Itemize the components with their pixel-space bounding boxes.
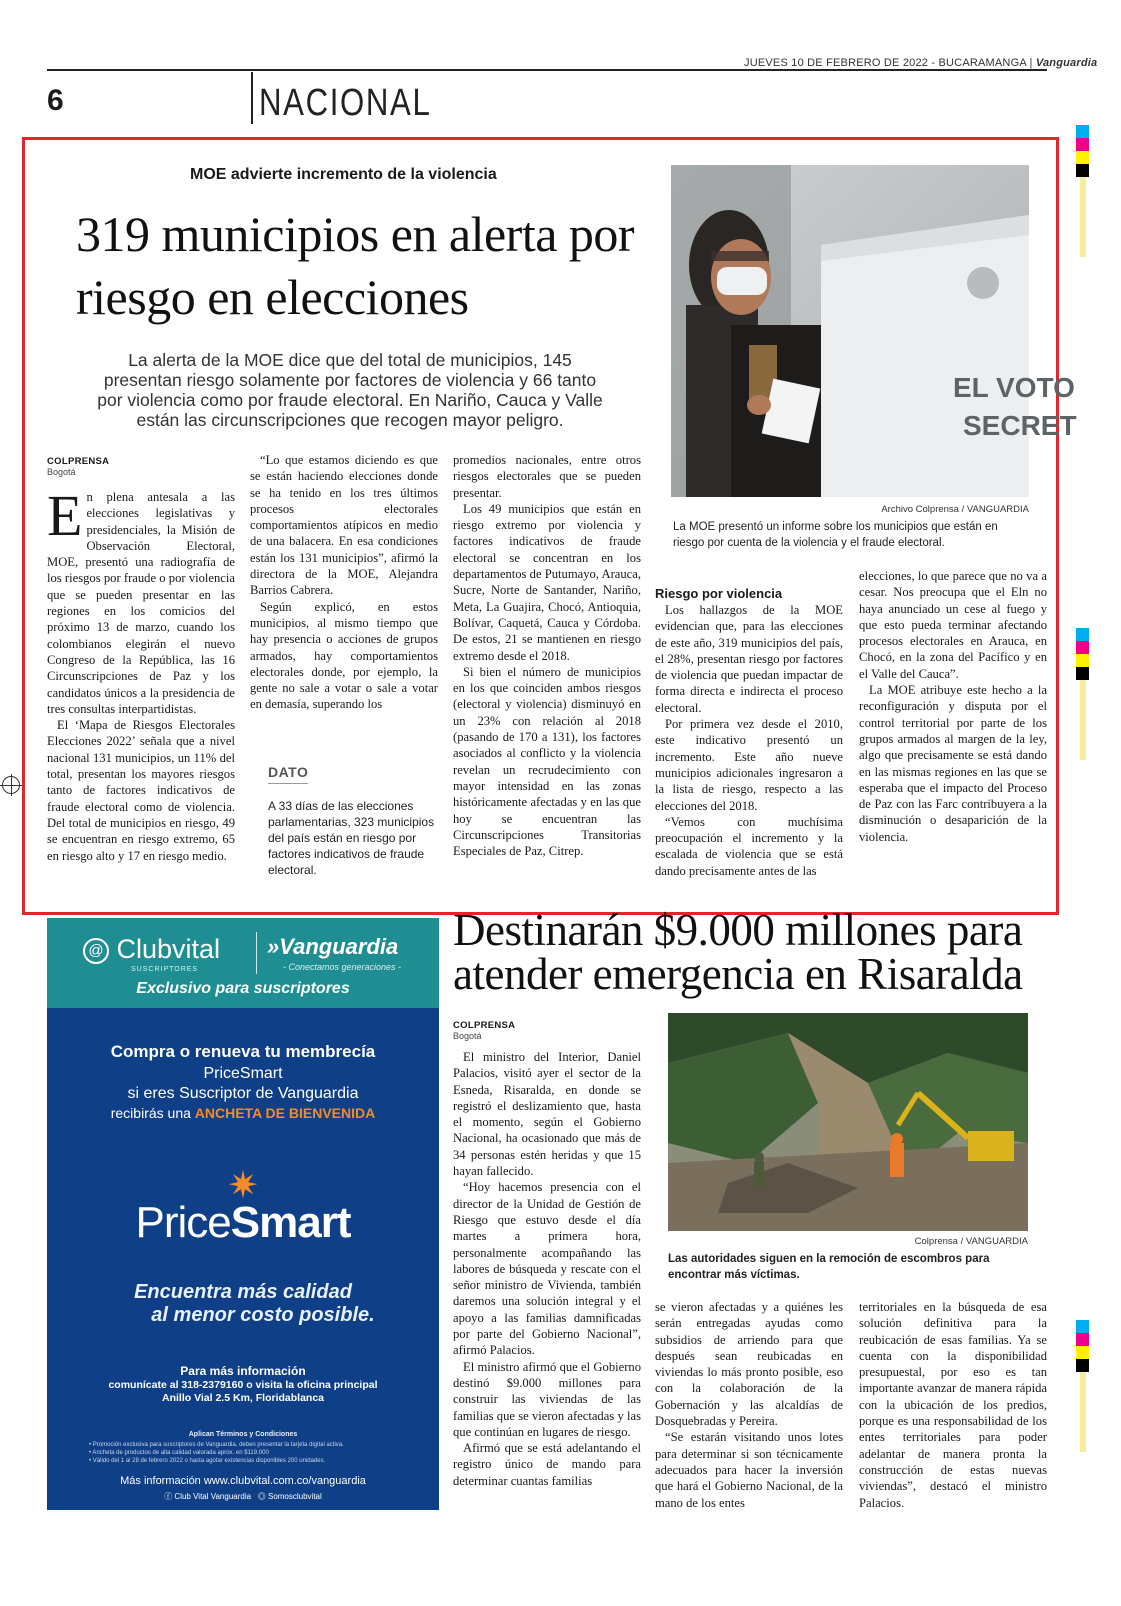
ad-header (47, 918, 439, 1008)
paragraph: Por primera vez desde el 2010, este indicativo presentó un incremento. Este año nueve municipios adicionales ingresaron a la lista de riesgo, respecto a las elecciones del 2018. (655, 717, 843, 813)
color-register-mark (1076, 125, 1089, 257)
voting-photo (671, 165, 1077, 497)
black-swatch (1076, 164, 1089, 177)
yellow-swatch (1076, 654, 1089, 667)
ad-line-2: PriceSmart (203, 1065, 283, 1082)
ad-tagline-1: Encuentra más calidad (134, 1281, 352, 1303)
paragraph: territoriales en la búsqueda de esa solución definitiva para la reubicación de esas familias. Ya se cuenta con la disponibilidad presupuestal, por eso es tan importante avanzar de manera rápida con la ubicación de los predios, porque es una responsabilidad de los entes territoriales para poder adelantar de manera pronta la construcción de estas nuevas viviendas”, destacó el ministro Palacios. (859, 1300, 1047, 1510)
paragraph: El ‘Mapa de Riesgos Electorales Elecciones 2022’ señala que a nivel nacional 131 municipios, un 11% del total, presentan los mayores riesgos tanto de factores indicativos de fraude electoral como de violencia. Del total de municipios en riesgo, 49 se encuentran en riesgo extremo, 65 en riesgo alto y 17 en riesgo medio. (47, 718, 235, 863)
paragraph: “Lo que estamos diciendo es que se están haciendo elecciones donde se ha tenido en los tres últimos procesos electorales comportamientos atípicos en medio de una balacera. En esa condiciones están los 131 municipios”, afirmó la directora de la MOE, Alejandra Barrios Cabrera. (250, 453, 438, 598)
paragraph: se vieron afectadas y a quiénes les serán entregadas ayudas como subsidios de arriendo para que después sean reubicadas en viviendas lo más pronto posible, eso con la colaboración de la Gobernación y las alcaldías de Dosquebradas y Pereira. (655, 1300, 843, 1429)
byline-city: Bogotá (453, 1031, 482, 1041)
paragraph: “Se estarán visitando unos lotes para determinar si son técnicamente adecuados para hacer la inversión que hará el Gobierno Nacional, de la mano de los entes (655, 1430, 843, 1510)
register-bar (1080, 177, 1086, 257)
brand-name: Vanguardia (1035, 57, 1098, 69)
paragraph: La MOE atribuye este hecho a la reconfiguración y disputa por el control territorial por parte de los grupos armados al margen de la ley, algo que precisamente se está dando en las mismas regiones en las que se esperaba que el impacto del Proceso de Paz con las Farc contribuyera a la disminución o desaparición de la violencia. (859, 683, 1047, 844)
magenta-swatch (1076, 138, 1089, 151)
story1-column-2 (250, 452, 438, 713)
ad-tagline-2: al menor costo posible. (151, 1304, 375, 1326)
paragraph: Si bien el número de municipios en los que coinciden ambos riesgos (electoral y violencia) disminuyó en un 23% con relación al 2018 (pasando de 170 a 131), los factores asociados al conflicto y la violencia revelan un recrudecimiento con mayor intensidad en las zonas históricamente afectadas y en las que hoy se encuentran las Circunscripciones Transitorias Especiales de Paz, Citrep. (453, 664, 641, 859)
ballot-box-text-2: SECRET (963, 410, 1077, 441)
ad-info-title: Para más información (180, 1364, 306, 1378)
paragraph: En plena antesala a las elecciones legislativas y presidenciales, la Misión de Observación Electoral, MOE, presentó una radiografía de los riesgos por fraude o por violencia que se pueden presentar en las regiones en los comicios del próximo 13 de marzo, cuando los colombianos elegirán el nuevo Congreso de la República, las 16 Circunscripciones de Paz y los candidatos únicos a la presidencia de tres consultas interpartidistas. (47, 483, 235, 716)
instagram-icon: ◎ (257, 1492, 266, 1501)
magenta-swatch (1076, 641, 1089, 654)
cyan-swatch (1076, 1320, 1089, 1333)
byline: COLPRENSA (453, 1020, 516, 1031)
yellow-swatch (1076, 1346, 1089, 1359)
dateline-text: JUEVES 10 DE FEBRERO DE 2022 - BUCARAMANGA | (744, 57, 1033, 69)
story2-headline: Destinarán $9.000 millones para atender emergencia en Risaralda (453, 905, 1023, 999)
ad-line-3: si eres Suscriptor de Vanguardia (127, 1085, 359, 1102)
cyan-swatch (1076, 125, 1089, 138)
black-swatch (1076, 667, 1089, 680)
story1-column-1 (47, 456, 235, 864)
paragraph: Afirmó que se está adelantando el registro único de mando para determinar cuantas familias (453, 1441, 641, 1488)
header-rule (47, 69, 1047, 71)
ad-terms-title: Aplican Términos y Condiciones (188, 1431, 298, 1438)
story1-column-4 (655, 583, 843, 879)
vanguardia-sub: - Conectamos generaciones - (283, 962, 402, 972)
paragraph: “Hoy hacemos presencia con el director de la Unidad de Gestión de Riesgo que estuvo desde el día martes a primera hora, personalmente acompañando las labores de búsqueda y rescate con el señor ministro de Vivienda, también daremos una solución integral y el apoyo a las familias damnificadas por parte del Gobierno Nacional”, afirmó Palacios. (453, 1180, 641, 1358)
story1-kicker: MOE advierte incremento de la violencia (190, 166, 497, 183)
ad-header-divider (256, 932, 257, 974)
ad-terms: • Promoción exclusiva para suscriptores de Vanguardia, deben presentar la tarjeta digital activa. • Ancheta de productos de alta calidad valorada aprox. en $119.000 • Válido del 1 al 28 de febrero 2022 o hasta agotar existencias disponibles 200 unidades. (89, 1442, 344, 1464)
story1-deck: La alerta de la MOE dice que del total de municipios, 145 presentan riesgo solamente por factores de violencia y 66 tanto por violencia como por fraude electoral. En Nariño, Cauca y Valle están las circunscripciones que recogen mayor peligro. (97, 350, 603, 430)
pricesmart-star-icon: ✷ (227, 1165, 259, 1207)
dato-text: A 33 días de las elecciones parlamentarias, 323 municipios del país están en riesgo por factores indicativos de fraude electoral. (268, 799, 435, 877)
story2-column-1 (453, 1020, 641, 1489)
section-name: NACIONAL (259, 82, 432, 124)
clubvital-sub: SUSCRIPTORES (131, 966, 199, 973)
paragraph: El ministro del Interior, Daniel Palacios, visitó ayer el sector de la Esneda, Risaralda, en donde se registró el deslizamiento que, hasta el momento, según el Gobierno Nacional, ha ocasionado que más de 34 personas estén heridas y que 15 hayan fallecido. (453, 1050, 641, 1179)
ad-more-info[interactable]: Más información www.clubvital.com.co/vanguardia (120, 1475, 366, 1487)
page-number: 6 (47, 84, 64, 117)
ad-info-line-1: comunícate al 318-2379160 o visita la oficina principal (108, 1379, 378, 1391)
voting-photo-image (671, 165, 1077, 497)
facebook-icon: ⓕ (164, 1492, 173, 1501)
yellow-swatch (1076, 151, 1089, 164)
crosshair-mark (2, 776, 20, 794)
dropcap: E (47, 483, 83, 548)
dateline (744, 57, 1097, 69)
story2-column-2 (655, 1299, 843, 1511)
story1-column-3 (453, 452, 641, 859)
paragraph: Los 49 municipios que están en riesgo extremo por violencia y factores indicativos de fraude electoral se concentran en los departamentos de Putumayo, Arauca, Sucre, Norte de Santander, Nariño, Meta, La Guajira, Chocó, Antioquia, Bolívar, Caquetá, Cauca y Córdoba. De estos, 21 se mantienen en riesgo extremo desde el 2018. (453, 501, 641, 663)
paragraph: elecciones, lo que parece que no va a cesar. Nos preocupa que el Eln no haya anunciado un cese al fuego y que esto pueda terminar afectando procesos electorales en Arauca, en Chocó, en la zona del Pacífico y en el Valle del Cauca”. (859, 569, 1047, 681)
pricesmart-ad[interactable] (47, 918, 439, 1510)
story2-column-3 (859, 1299, 1047, 1511)
paragraph: “Vemos con muchísima preocupación el incremento y la escalada de violencia que se está dando precisamente antes de las (655, 814, 843, 878)
landslide-photo (668, 1013, 1028, 1231)
ballot-box-text-1: EL VOTO (953, 372, 1075, 403)
pricesmart-logo: PriceSmart (135, 1198, 351, 1247)
clubvital-logo: @ Clubvital (83, 934, 220, 965)
register-bar (1080, 1372, 1086, 1452)
color-register-mark (1076, 1320, 1089, 1452)
photo2-credit: Colprensa / VANGUARDIA (914, 1236, 1028, 1247)
ad-banner: Exclusivo para suscriptores (136, 980, 350, 997)
ad-line-4: recibirás una ANCHETA DE BIENVENIDA (110, 1105, 376, 1121)
clubvital-icon: @ (83, 938, 109, 964)
magenta-swatch (1076, 1333, 1089, 1346)
byline: COLPRENSA (47, 456, 110, 467)
register-bar (1080, 680, 1086, 760)
cyan-swatch (1076, 628, 1089, 641)
story1-column-5 (859, 568, 1047, 845)
section-divider (251, 72, 253, 124)
ad-line-1: Compra o renueva tu membrecía (110, 1042, 376, 1061)
byline-city: Bogotá (47, 467, 76, 477)
color-register-mark (1076, 628, 1089, 760)
paragraph: Los hallazgos de la MOE evidencian que, para las elecciones de este año, 319 municipios del país, el 28%, presentan riesgo por factores de violencia que puedan impactar de forma directa e indirecta el proceso electoral. (655, 603, 843, 715)
photo1-caption: La MOE presentó un informe sobre los municipios que están en riesgo por cuenta de la violencia y el fraude electoral. (673, 521, 998, 549)
ad-info-line-2: Anillo Vial 2.5 Km, Floridablanca (161, 1392, 325, 1404)
photo1-credit: Archivo Colprensa / VANGUARDIA (881, 504, 1029, 515)
vanguardia-logo: »Vanguardia (267, 934, 399, 959)
landslide-photo-image (668, 1013, 1028, 1231)
dato-label: DATO (268, 764, 308, 784)
paragraph: El ministro afirmó que el Gobierno destinó $9.000 millones para construir las viviendas de las familias que se vieron afectadas y las que continúan en lugares de riesgo. (453, 1359, 641, 1439)
subhead: Riesgo por violencia (655, 586, 783, 601)
paragraph: Según explicó, en estos municipios, al mismo tiempo que hay presencia o acciones de grupos armados, hay comportamientos electorales donde, por ejemplo, la gente no sale a votar o sale a votar en demasía, superando los (250, 599, 438, 712)
paragraph: promedios nacionales, entre otros riesgos electorales que se pueden presentar. (453, 453, 641, 500)
dato-box (268, 764, 440, 878)
black-swatch (1076, 1359, 1089, 1372)
photo2-caption: Las autoridades siguen en la remoción de escombros para encontrar más víctimas. (668, 1253, 990, 1281)
ad-social: ⓕ Club Vital Vanguardia ◎ Somosclubvital (164, 1492, 322, 1501)
story1-headline: 319 municipios en alerta por riesgo en elecciones (76, 206, 635, 325)
